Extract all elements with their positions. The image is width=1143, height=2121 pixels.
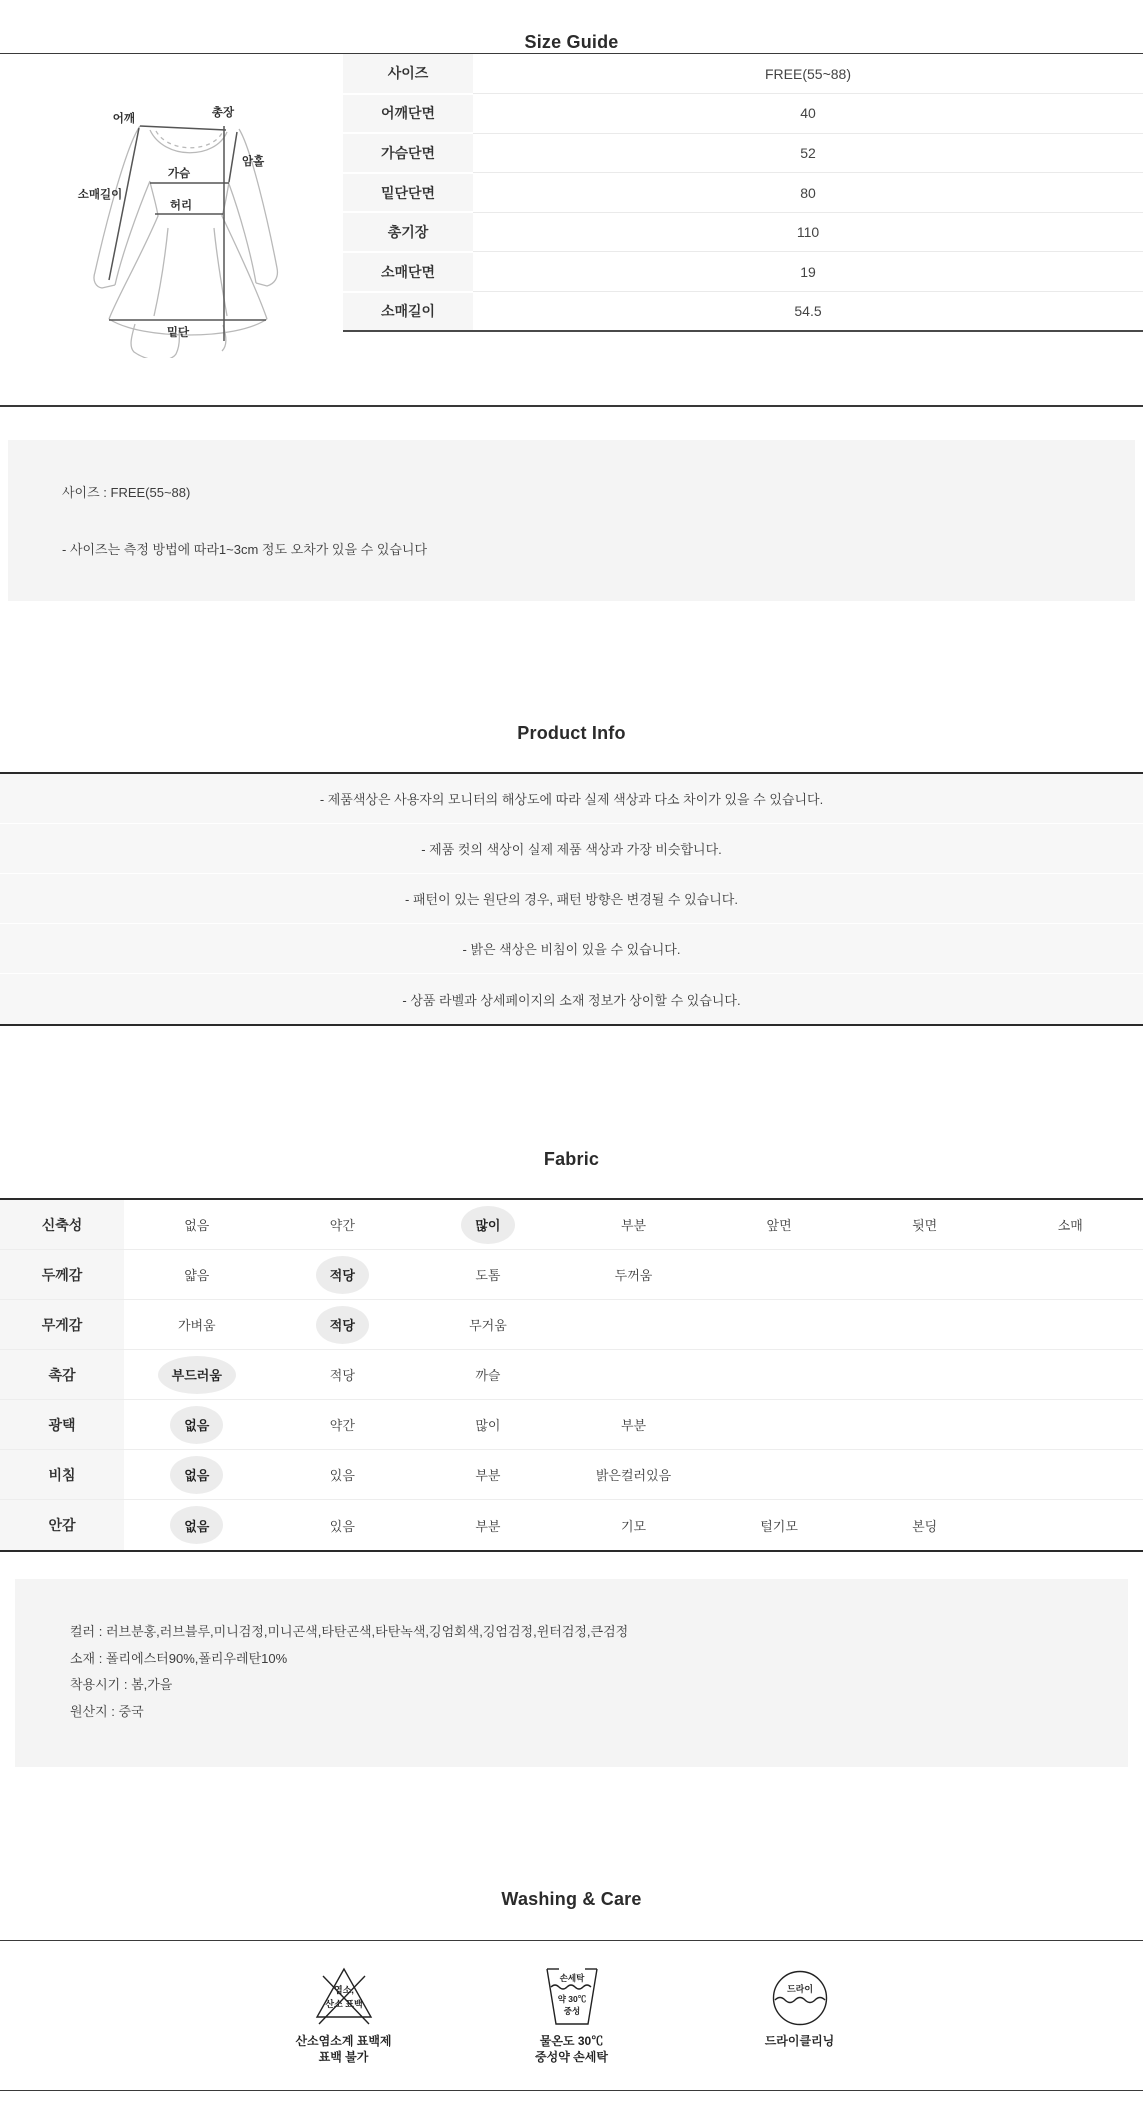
fabric-row-label: 촉감	[0, 1350, 124, 1399]
table-row	[343, 173, 1143, 213]
fabric-option: 소매	[1057, 1218, 1083, 1233]
fabric-option: 약간	[329, 1218, 355, 1233]
size-note-line: 사이즈 : FREE(55~88)	[62, 485, 191, 500]
size-row-value: 52	[473, 133, 1143, 173]
dress-measurement-diagram	[0, 54, 343, 405]
size-row-label: 밑단단면	[343, 173, 473, 213]
fabric-option: 까슬	[475, 1368, 501, 1383]
detail-origin-line: 원산지 : 중국	[70, 1703, 144, 1719]
fabric-option: 뒷면	[912, 1218, 938, 1233]
sleeve-length-line	[109, 128, 139, 280]
list-item	[0, 774, 1143, 824]
fabric-row-label: 신축성	[0, 1200, 124, 1249]
fabric-title: Fabric	[543, 1149, 600, 1169]
size-row-value: 80	[473, 173, 1143, 213]
table-row	[0, 1300, 1143, 1350]
fabric-option: 있음	[329, 1468, 355, 1483]
fabric-option: 약간	[329, 1418, 355, 1433]
size-row-label: 총기장	[343, 212, 473, 252]
size-row-label: 소매단면	[343, 252, 473, 292]
product-note: - 패턴이 있는 원단의 경우, 패턴 방향은 변경될 수 있습니다.	[405, 892, 738, 907]
fabric-option: 부분	[620, 1418, 647, 1433]
fabric-option: 부분	[475, 1518, 501, 1534]
table-row	[343, 292, 1143, 332]
fabric-section	[0, 1149, 1143, 1767]
size-row-label: 어깨단면	[343, 94, 473, 134]
fabric-option: 기모	[620, 1518, 647, 1534]
care-label: 드라이클리닝	[764, 2034, 835, 2048]
size-row-value: 54.5	[794, 303, 822, 320]
fabric-option: 무거움	[469, 1318, 507, 1333]
care-item-no-bleach	[239, 1965, 449, 2065]
diagram-waist-label: 허리	[169, 200, 193, 212]
care-label: 물온도 30℃ 중성약 손세탁	[535, 2034, 608, 2064]
diagram-total-length-label: 총장	[211, 107, 235, 119]
diagram-chest-label: 가슴	[167, 168, 191, 180]
care-label: 산소염소계 표백제 표백 불가	[295, 2034, 392, 2064]
product-info-section	[0, 723, 1143, 1026]
no-bleach-icon	[311, 1965, 377, 2027]
dry-clean-icon	[771, 1965, 829, 2027]
size-row-label: 사이즈	[343, 54, 473, 94]
table-row	[343, 252, 1143, 292]
fabric-row-label: 안감	[0, 1500, 124, 1550]
fabric-option: 두꺼움	[614, 1268, 653, 1283]
washing-care-top-rule	[0, 1940, 1143, 1941]
fabric-option: 도톰	[475, 1268, 501, 1283]
washing-care-title: Washing & Care	[501, 1889, 642, 1909]
fabric-option: 있음	[329, 1518, 355, 1534]
size-row-label: 소매길이	[343, 292, 473, 332]
table-row	[0, 1450, 1143, 1500]
size-guide-title: Size Guide	[524, 32, 619, 52]
size-table	[343, 54, 1143, 332]
table-row	[343, 133, 1143, 173]
fabric-row-label: 광택	[0, 1400, 124, 1449]
list-item	[0, 974, 1143, 1024]
product-note: - 밝은 색상은 비침이 있을 수 있습니다.	[462, 942, 681, 957]
washing-care-section	[0, 1889, 1143, 2091]
fabric-option: 앞면	[766, 1218, 792, 1233]
detail-material-line: 소재 : 폴리에스터90%,폴리우레탄10%	[70, 1650, 288, 1666]
product-note: - 상품 라벨과 상세페이지의 소재 정보가 상이할 수 있습니다.	[402, 992, 741, 1008]
product-info-table	[0, 772, 1143, 1026]
table-row	[0, 1250, 1143, 1300]
list-item	[0, 824, 1143, 874]
size-row-value: FREE(55~88)	[473, 54, 1143, 94]
fabric-option-selected: 없음	[124, 1400, 270, 1449]
shoulder-line	[140, 126, 226, 130]
svg-text:산소 표백: 산소 표백	[324, 1999, 363, 2009]
svg-text:중성: 중성	[563, 2006, 580, 2016]
table-row	[0, 1400, 1143, 1450]
fabric-option: 부분	[475, 1468, 501, 1483]
list-item	[0, 874, 1143, 924]
fabric-option: 부분	[620, 1218, 647, 1233]
size-row-value: 40	[473, 94, 1143, 134]
svg-text:약 30℃: 약 30℃	[557, 1994, 586, 2004]
size-row-label: 가슴단면	[343, 133, 473, 173]
table-row	[0, 1350, 1143, 1400]
diagram-armhole-label: 암홀	[242, 156, 265, 168]
fabric-detail-box	[15, 1579, 1128, 1767]
product-note: - 제품색상은 사용자의 모니터의 해상도에 따라 실제 색상과 다소 차이가 있을 수 있습니다.	[319, 792, 824, 807]
fabric-option: 밝은컬러있음	[595, 1468, 672, 1483]
fabric-option: 적당	[329, 1368, 355, 1383]
diagram-shoulder-label: 어깨	[112, 113, 135, 125]
fabric-option: 가벼움	[177, 1318, 216, 1333]
care-item-hand-wash	[467, 1965, 677, 2065]
diagram-sleeve-length-label: 소매길이	[77, 189, 123, 201]
fabric-option-selected: 없음	[124, 1450, 270, 1499]
fabric-option: 털기모	[760, 1518, 798, 1534]
size-guide-section	[0, 0, 1143, 601]
svg-text:손세탁: 손세탁	[559, 1973, 584, 1983]
care-item-dry-clean	[695, 1965, 905, 2065]
detail-color-line: 컬러 : 러브분홍,러브블루,미니검정,미니곤색,타탄곤색,타탄녹색,깅엄회색,깅엄검정,윈터검정,큰검정	[70, 1624, 629, 1639]
table-row	[0, 1500, 1143, 1550]
washing-care-bottom-rule	[0, 2090, 1143, 2091]
fabric-row-label: 두께감	[0, 1250, 124, 1299]
table-row	[343, 212, 1143, 252]
fabric-row-label: 비침	[0, 1450, 124, 1499]
size-note-line: - 사이즈는 측정 방법에 따라1~3cm 정도 오차가 있을 수 있습니다	[62, 542, 428, 557]
table-row	[343, 94, 1143, 134]
diagram-hem-label: 밑단	[166, 327, 190, 339]
fabric-row-label: 무게감	[0, 1300, 124, 1349]
detail-season-line: 착용시기 : 봄,가을	[70, 1677, 173, 1692]
product-note: - 제품 컷의 색상이 실제 제품 색상과 가장 비슷합니다.	[421, 842, 722, 857]
fabric-option-selected: 없음	[124, 1500, 270, 1550]
table-row	[0, 1200, 1143, 1250]
fabric-option-selected: 적당	[270, 1300, 416, 1349]
size-note-box	[8, 440, 1135, 601]
fabric-option: 없음	[184, 1218, 210, 1233]
list-item	[0, 924, 1143, 974]
fabric-option-selected: 적당	[270, 1250, 416, 1299]
armhole-line	[229, 132, 237, 182]
svg-text:드라이: 드라이	[786, 1984, 813, 1994]
fabric-option: 많이	[475, 1418, 501, 1433]
care-icon-row	[0, 1965, 1143, 2065]
size-row-value: 19	[473, 252, 1143, 292]
fabric-option-selected: 많이	[415, 1200, 561, 1249]
fabric-table	[0, 1198, 1143, 1552]
hand-wash-icon	[544, 1965, 600, 2027]
fabric-option: 얇음	[184, 1268, 210, 1283]
size-guide-bottom-rule	[0, 405, 1143, 407]
svg-text:염소,: 염소,	[333, 1985, 354, 1995]
fabric-option: 본딩	[912, 1518, 938, 1534]
fabric-option-selected: 부드러움	[124, 1350, 270, 1399]
product-info-title: Product Info	[517, 723, 626, 743]
size-row-value: 110	[473, 212, 1143, 252]
table-row	[343, 54, 1143, 94]
dress-diagram-icon	[18, 58, 338, 358]
